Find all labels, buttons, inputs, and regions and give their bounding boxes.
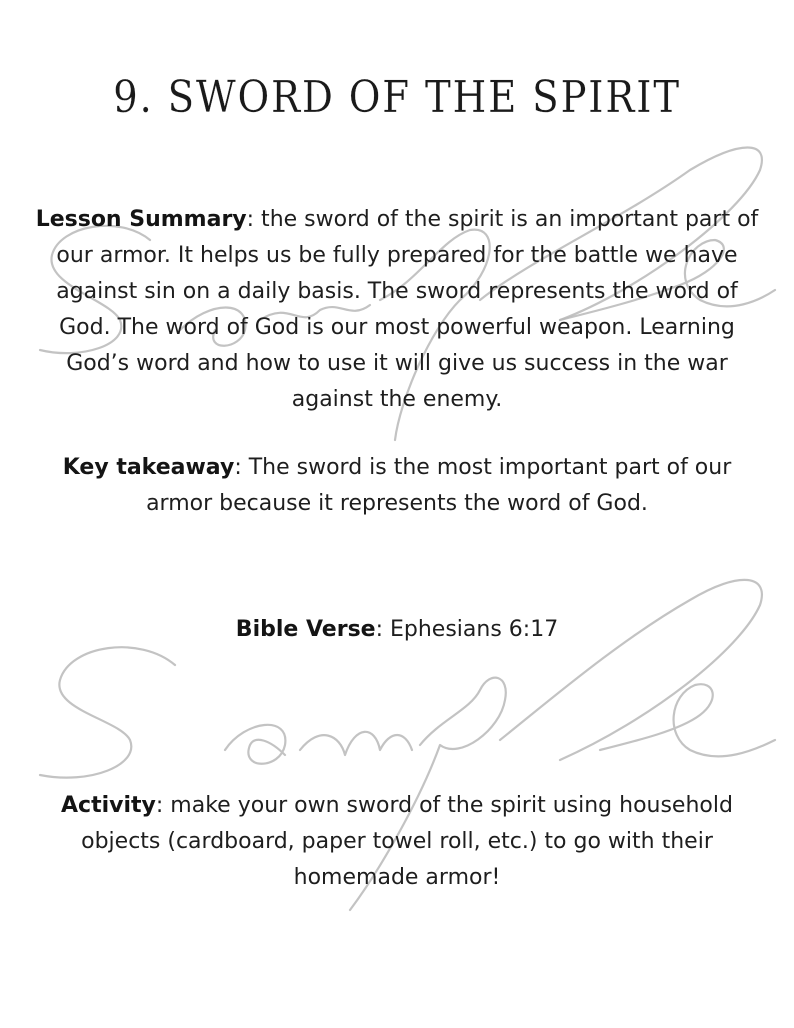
activity-label: Activity [61, 793, 156, 818]
lesson-summary [30, 202, 764, 418]
lesson-summary-label: Lesson Summary [35, 207, 247, 232]
lesson-summary-text: : the sword of the spirit is an important part of our armor. It helps us be fully prepared for the battle we have against sin on a daily basis. The sword represents the word of God. The word of God is our most powerful weapon. Learning God’s word and how to use it will give us success in the war against the enemy. [56, 207, 759, 412]
activity [40, 788, 754, 896]
page-title: 9. SWORD OF THE SPIRIT [113, 72, 681, 123]
bible-verse [30, 612, 764, 648]
key-takeaway-label: Key takeaway [62, 455, 235, 480]
bible-verse-label: Bible Verse [235, 617, 376, 642]
key-takeaway [50, 450, 744, 522]
bible-verse-text: : Ephesians 6:17 [375, 617, 559, 642]
key-takeaway-text: : The sword is the most important part of our armor because it represents the word of God. [146, 455, 732, 516]
activity-text: : make your own sword of the spirit using household objects (cardboard, paper towel roll, etc.) to go with their homemade armor! [81, 793, 733, 890]
